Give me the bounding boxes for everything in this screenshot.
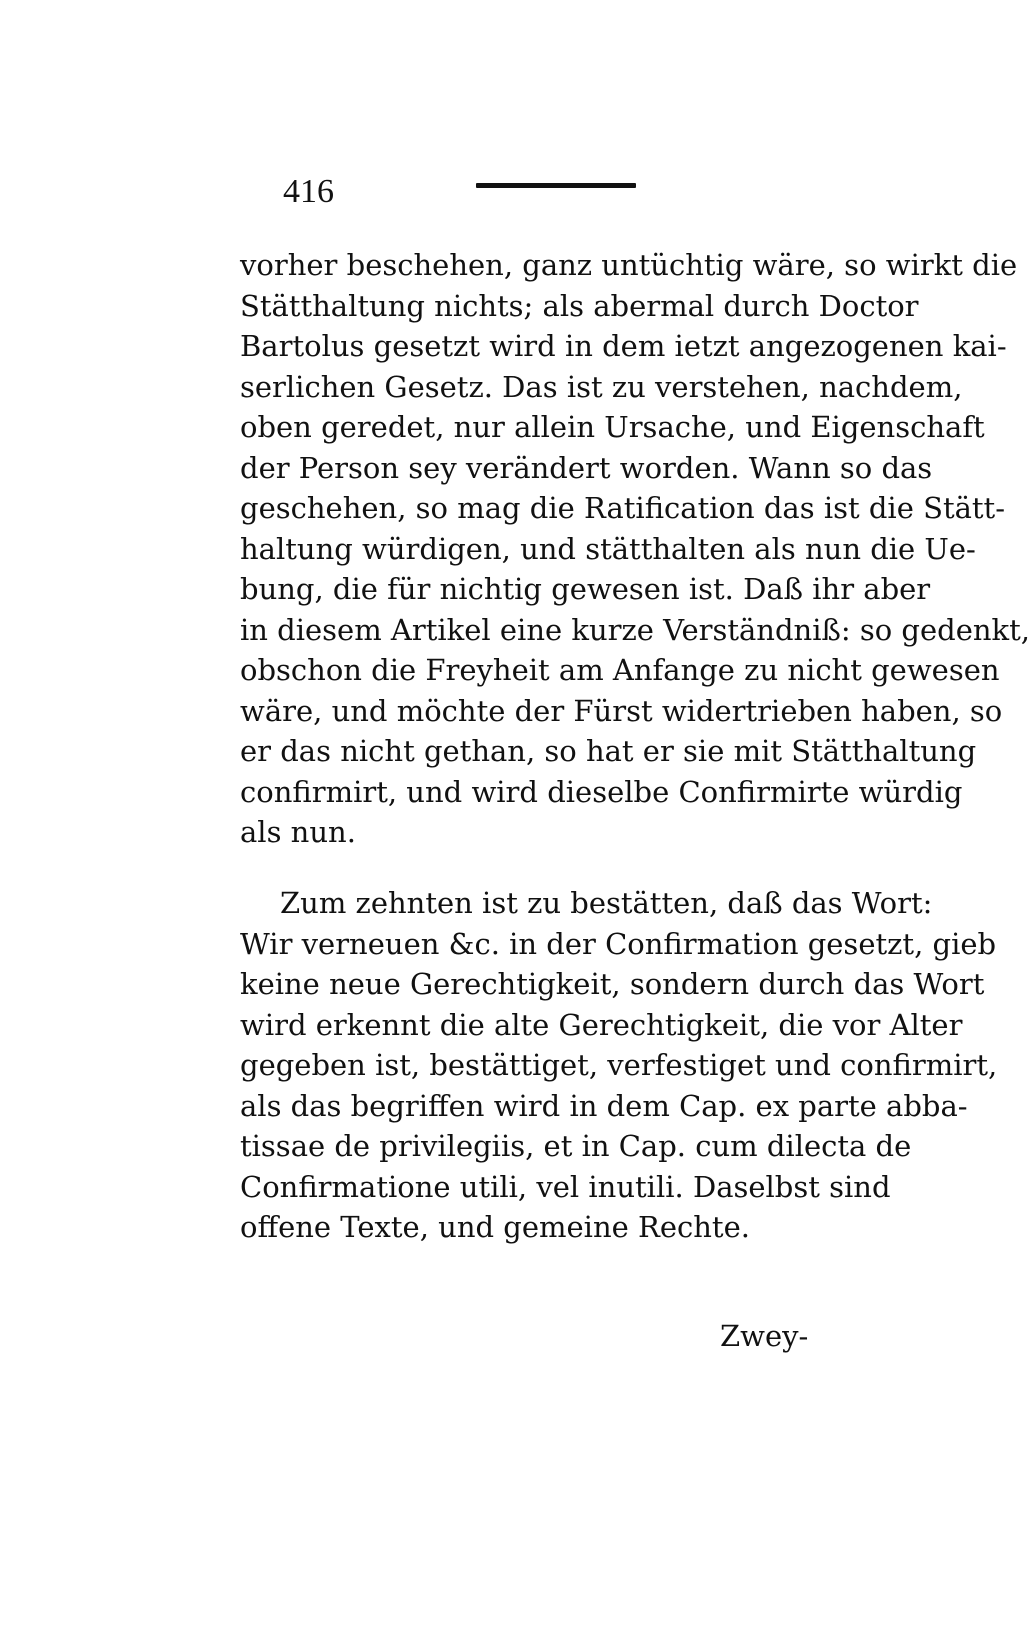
text-line: obschon die Freyheit am Anfange zu nicht gewesen bbox=[240, 653, 1000, 687]
text-line: als nun. bbox=[240, 815, 356, 849]
text-line: keine neue Gerechtigkeit, sondern durch das Wort bbox=[240, 967, 985, 1001]
header-rule bbox=[476, 183, 636, 188]
text-line: Wir verneuen &c. in der Confirmation gesetzt, gieb bbox=[240, 926, 997, 961]
text-line: vorher beschehen, ganz untüchtig wäre, so wirkt die bbox=[240, 248, 1018, 282]
page-number: 416 bbox=[283, 173, 334, 210]
text-line: bung, die für nichtig gewesen ist. Daß ihr aber bbox=[240, 572, 931, 606]
text-line: Zum zehnten ist zu bestätten, daß das Wort: bbox=[280, 886, 933, 920]
text-line: als das begriffen wird in dem Cap. ex parte abba- bbox=[240, 1088, 968, 1123]
text-line: gegeben ist, bestättiget, verfestiget und confirmirt, bbox=[240, 1048, 998, 1082]
text-line: confirmirt, und wird dieselbe Confirmirte würdig bbox=[240, 774, 963, 809]
text-line: haltung würdigen, und stätthalten als nun die Ue- bbox=[240, 531, 976, 566]
paragraph-2 bbox=[240, 883, 998, 1248]
text-line: Bartolus gesetzt wird in dem ietzt angezogenen kai- bbox=[240, 329, 1007, 363]
text-line: tissae de privilegiis, et in Cap. cum dilecta de bbox=[240, 1129, 912, 1163]
catchword: Zwey- bbox=[720, 1319, 809, 1353]
text-line: offene Texte, und gemeine Rechte. bbox=[240, 1210, 750, 1244]
text-line: wird erkennt die alte Gerechtigkeit, die vor Alter bbox=[240, 1007, 963, 1042]
text-line: serlichen Gesetz. Das ist zu verstehen, nachdem, bbox=[240, 369, 963, 404]
text-line: der Person sey verändert worden. Wann so das bbox=[240, 450, 933, 485]
text-line: Confirmatione utili, vel inutili. Daselbst sind bbox=[240, 1169, 891, 1204]
text-line: oben geredet, nur allein Ursache, und Eigenschaft bbox=[240, 410, 985, 444]
paragraph-1 bbox=[240, 245, 1030, 853]
text-line: wäre, und möchte der Fürst widertrieben haben, so bbox=[240, 693, 1003, 728]
text-line: Stätthaltung nichts; als abermal durch Doctor bbox=[240, 288, 919, 323]
text-line: in diesem Artikel eine kurze Verständniß: so gedenkt, bbox=[240, 612, 1030, 647]
text-line: er das nicht gethan, so hat er sie mit Stätthaltung bbox=[240, 734, 977, 768]
text-line: geschehen, so mag die Ratification das ist die Stätt- bbox=[240, 491, 1005, 525]
